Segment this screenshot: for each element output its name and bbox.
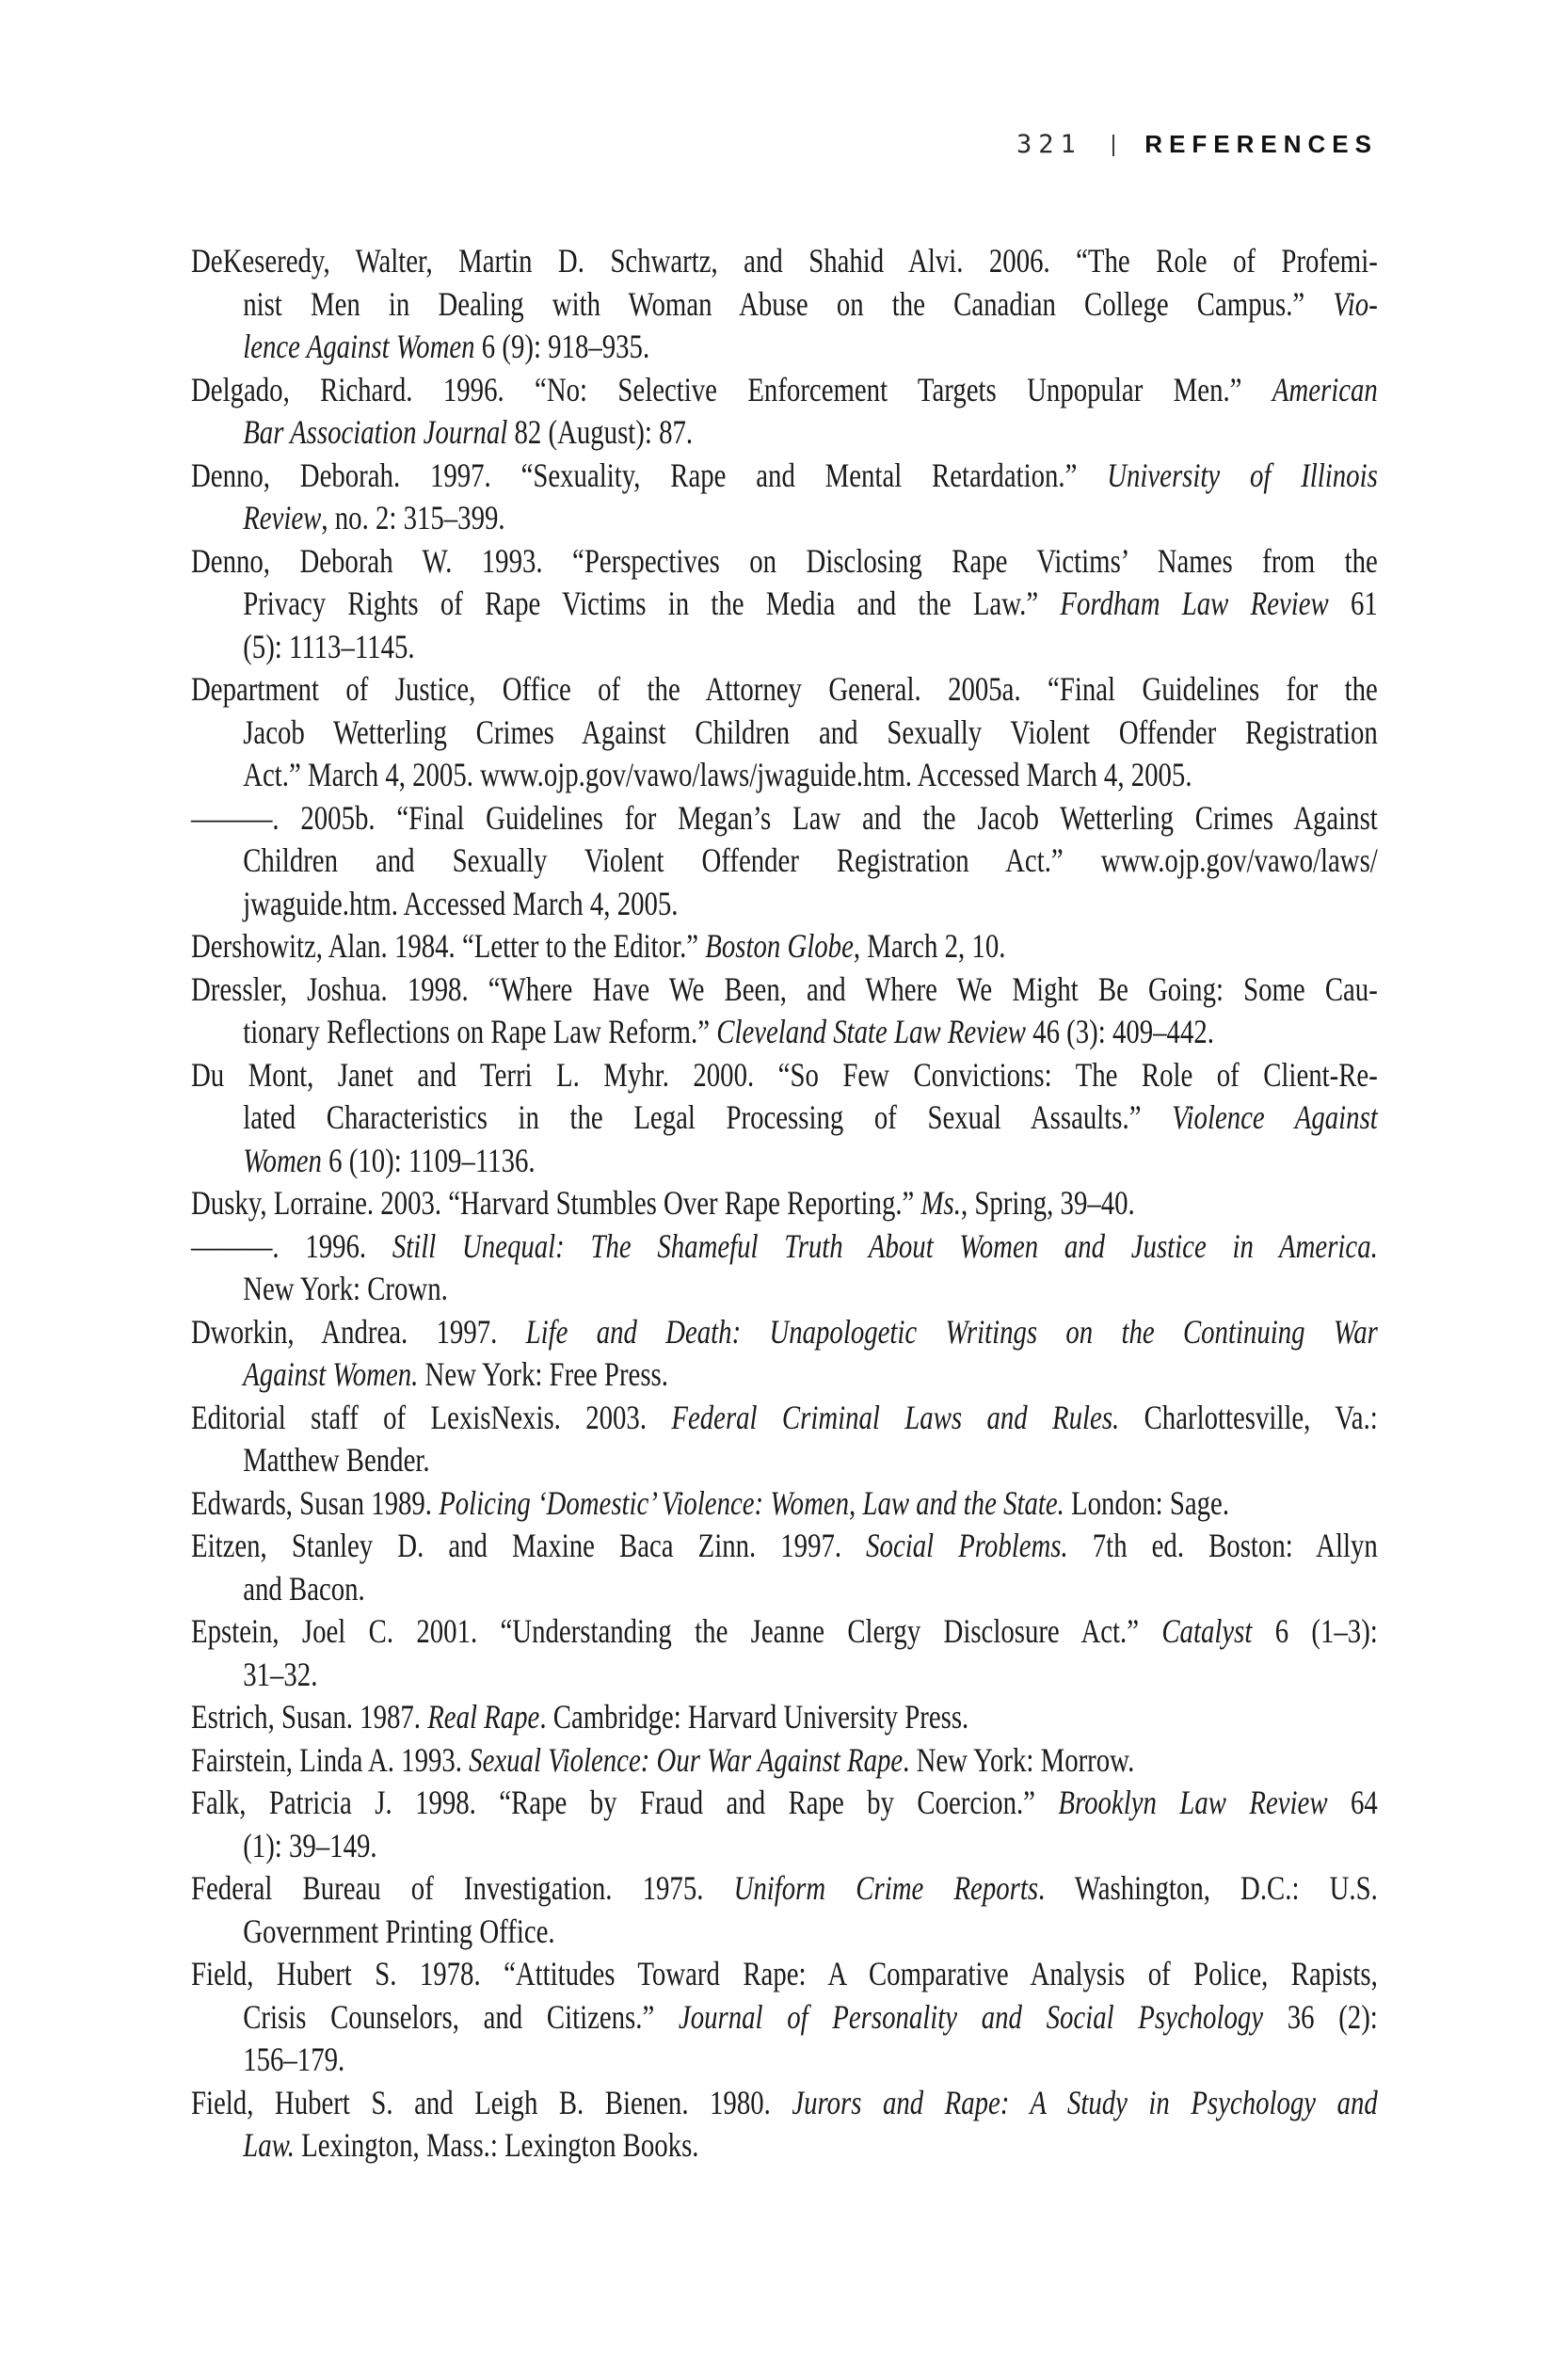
reference-line bbox=[191, 1825, 1378, 1868]
reference-text-segment: 6 (9): 918–935. bbox=[474, 328, 650, 365]
reference-line bbox=[191, 1439, 1378, 1482]
reference-entry bbox=[191, 1054, 1378, 1183]
reference-line bbox=[191, 2082, 1378, 2125]
reference-line bbox=[191, 1953, 1378, 1996]
reference-text-segment: Lexington, Mass.: Lexington Books. bbox=[294, 2126, 699, 2164]
reference-entry bbox=[191, 1397, 1378, 1482]
reference-line bbox=[191, 1654, 1378, 1697]
reference-line bbox=[191, 1353, 1378, 1397]
reference-text-segment-italic: Federal Criminal Laws and Rules. bbox=[671, 1398, 1120, 1436]
reference-line bbox=[191, 1054, 1378, 1097]
reference-line bbox=[191, 1482, 1378, 1526]
reference-line bbox=[191, 1782, 1378, 1825]
reference-text-segment: 64 bbox=[1327, 1784, 1378, 1821]
reference-entry bbox=[191, 2082, 1378, 2168]
reference-line bbox=[191, 968, 1378, 1012]
reference-text-segment: Denno, Deborah W. 1993. “Perspectives on Disclosing Rape Victims’ Names from the bbox=[191, 541, 1378, 580]
reference-text-segment-italic: Life and Death: Unapologetic Writings on the Continuing War bbox=[525, 1312, 1378, 1351]
reference-entry bbox=[191, 1696, 1378, 1739]
reference-text-segment: jwaguide.htm. Accessed March 4, 2005. bbox=[243, 884, 679, 922]
reference-text-segment: 46 (3): 409–442. bbox=[1025, 1013, 1214, 1050]
reference-entry bbox=[191, 797, 1378, 926]
reference-text-segment-italic: Against Women. bbox=[243, 1355, 419, 1393]
reference-text-segment-italic: Fordham Law Review bbox=[1060, 584, 1329, 622]
reference-text-segment: and Bacon. bbox=[243, 1569, 365, 1608]
reference-entry bbox=[191, 1311, 1378, 1397]
reference-text-segment-italic: Bar Association Journal bbox=[243, 413, 508, 451]
reference-text-segment: Epstein, Joel C. 2001. “Understanding the Jeanne Clergy Disclosure Act.” bbox=[191, 1612, 1162, 1650]
reference-line bbox=[191, 283, 1378, 327]
reference-text-segment: Dressler, Joshua. 1998. “Where Have We Been, and Where We Might Be Going: Some Cau- bbox=[191, 969, 1378, 1008]
reference-text-segment-italic: Still Unequal: The Shameful Truth About Women and Justice in America. bbox=[392, 1226, 1378, 1265]
reference-line bbox=[191, 925, 1378, 968]
reference-line bbox=[191, 2039, 1378, 2082]
reference-text-segment: 156–179. bbox=[243, 2040, 345, 2078]
reference-text-segment-italic: Violence Against bbox=[1172, 1098, 1378, 1136]
reference-entry bbox=[191, 1610, 1378, 1696]
reference-entry bbox=[191, 540, 1378, 669]
reference-line bbox=[191, 240, 1378, 283]
reference-text-segment: Children and Sexually Violent Offender Registration Act.” www.ojp.gov/vawo/laws/ bbox=[243, 841, 1378, 879]
reference-text-segment: Privacy Rights of Rape Victims in the Media and the Law.” bbox=[243, 584, 1061, 622]
reference-text-segment: ———. 1996. bbox=[191, 1226, 392, 1265]
reference-text-segment: Estrich, Susan. 1987. bbox=[191, 1698, 428, 1736]
reference-text-segment-italic: Jurors and Rape: A Study in Psychology and bbox=[792, 2083, 1378, 2121]
reference-text-segment-italic: Cleveland State Law Review bbox=[716, 1013, 1026, 1050]
reference-line bbox=[191, 797, 1378, 840]
reference-line bbox=[191, 1140, 1378, 1183]
reference-line bbox=[191, 369, 1378, 412]
reference-line bbox=[191, 1911, 1378, 1954]
reference-line bbox=[191, 326, 1378, 369]
reference-line bbox=[191, 1268, 1378, 1311]
reference-text-segment: New York: Crown. bbox=[243, 1270, 448, 1307]
reference-entry bbox=[191, 925, 1378, 968]
reference-text-segment: Edwards, Susan 1989. bbox=[191, 1483, 440, 1522]
reference-entry bbox=[191, 968, 1378, 1054]
reference-entry bbox=[191, 668, 1378, 797]
reference-text-segment: Fairstein, Linda A. 1993. bbox=[191, 1740, 470, 1779]
reference-text-segment-italic: Real Rape bbox=[427, 1698, 540, 1736]
reference-text-segment: Field, Hubert S. and Leigh B. Bienen. 1980. bbox=[191, 2083, 792, 2121]
reference-line bbox=[191, 1525, 1378, 1568]
reference-text-segment: Denno, Deborah. 1997. “Sexuality, Rape and Mental Retardation.” bbox=[191, 456, 1108, 494]
reference-text-segment: 6 (10): 1109–1136. bbox=[321, 1141, 536, 1179]
reference-entry bbox=[191, 1225, 1378, 1311]
reference-text-segment-italic: Sexual Violence: Our War Against Rape bbox=[469, 1740, 904, 1779]
running-head bbox=[1016, 130, 1378, 159]
reference-text-segment: nist Men in Dealing with Woman Abuse on the Canadian College Campus.” bbox=[243, 284, 1334, 323]
reference-text-segment: 36 (2): bbox=[1263, 1997, 1378, 2036]
reference-text-segment: . Cambridge: Harvard University Press. bbox=[539, 1698, 969, 1736]
reference-entry bbox=[191, 1782, 1378, 1867]
reference-line bbox=[191, 411, 1378, 455]
reference-line bbox=[191, 583, 1378, 626]
reference-entry bbox=[191, 1739, 1378, 1783]
reference-line bbox=[191, 1011, 1378, 1054]
reference-entry bbox=[191, 1482, 1378, 1526]
reference-text-segment: 82 (August): 87. bbox=[507, 413, 694, 451]
reference-text-segment: Crisis Counselors, and Citizens.” bbox=[243, 1997, 679, 2036]
reference-text-segment: Falk, Patricia J. 1998. “Rape by Fraud and Rape by Coercion.” bbox=[191, 1784, 1059, 1821]
section-title: REFERENCES bbox=[1144, 130, 1378, 158]
reference-line bbox=[191, 1739, 1378, 1783]
reference-text-segment: , no. 2: 315–399. bbox=[321, 499, 505, 536]
reference-text-segment-italic: Brooklyn Law Review bbox=[1058, 1784, 1328, 1821]
reference-line bbox=[191, 2124, 1378, 2168]
reference-text-segment: lated Characteristics in the Legal Processing of Sexual Assaults.” bbox=[243, 1098, 1173, 1136]
reference-text-segment: Matthew Bender. bbox=[243, 1441, 430, 1479]
reference-line bbox=[191, 754, 1378, 797]
reference-text-segment: New York: Free Press. bbox=[418, 1355, 668, 1393]
reference-text-segment: tionary Reflections on Rape Law Reform.” bbox=[243, 1013, 717, 1050]
reference-text-segment-italic: Policing ‘Domestic’ Violence: Women, Law and the State. bbox=[439, 1483, 1064, 1522]
reference-text-segment: DeKeseredy, Walter, Martin D. Schwartz, and Shahid Alvi. 2006. “The Role of Profemi- bbox=[191, 242, 1378, 280]
reference-text-segment: 61 bbox=[1328, 584, 1378, 622]
reference-text-segment: Eitzen, Stanley D. and Maxine Baca Zinn. 1997. bbox=[191, 1527, 867, 1564]
reference-text-segment: , Spring, 39–40. bbox=[960, 1184, 1135, 1222]
reference-text-segment-italic: Women bbox=[243, 1141, 322, 1179]
reference-text-segment-italic: lence Against Women bbox=[243, 328, 475, 365]
reference-text-segment-italic: Catalyst bbox=[1161, 1612, 1253, 1650]
reference-text-segment-italic: American bbox=[1272, 370, 1378, 408]
reference-text-segment: , March 2, 10. bbox=[853, 927, 1006, 965]
reference-line bbox=[191, 540, 1378, 584]
reference-text-segment: . Washington, D.C.: U.S. bbox=[1038, 1869, 1378, 1907]
reference-text-segment: Government Printing Office. bbox=[243, 1912, 555, 1950]
reference-text-segment: ———. 2005b. “Final Guidelines for Megan’s Law and the Jacob Wetterling Crimes Against bbox=[191, 798, 1378, 837]
reference-line bbox=[191, 455, 1378, 498]
reference-text-segment: Field, Hubert S. 1978. “Attitudes Toward Rape: A Comparative Analysis of Police, Rapists, bbox=[191, 1955, 1378, 1992]
reference-line bbox=[191, 1696, 1378, 1739]
reference-line bbox=[191, 712, 1378, 755]
reference-text-segment: (1): 39–149. bbox=[243, 1826, 377, 1864]
reference-text-segment: 6 (1–3): bbox=[1252, 1612, 1378, 1650]
reference-text-segment: Jacob Wetterling Crimes Against Children and Sexually Violent Offender Registration bbox=[243, 712, 1378, 751]
reference-entry bbox=[191, 369, 1378, 455]
reference-entry bbox=[191, 455, 1378, 540]
reference-line bbox=[191, 840, 1378, 883]
reference-line bbox=[191, 1610, 1378, 1654]
reference-line bbox=[191, 1568, 1378, 1611]
reference-text-segment: (5): 1113–1145. bbox=[243, 627, 415, 665]
reference-text-segment: Du Mont, Janet and Terri L. Myhr. 2000. “So Few Convictions: The Role of Client-Re- bbox=[191, 1055, 1378, 1094]
reference-line bbox=[191, 1867, 1378, 1911]
reference-text-segment: London: Sage. bbox=[1064, 1483, 1230, 1522]
references-list bbox=[191, 240, 1378, 2168]
reference-text-segment: Federal Bureau of Investigation. 1975. bbox=[191, 1869, 734, 1907]
reference-line bbox=[191, 1182, 1378, 1225]
reference-text-segment-italic: Social Problems. bbox=[866, 1527, 1068, 1564]
reference-line bbox=[191, 1996, 1378, 2040]
reference-line bbox=[191, 1225, 1378, 1269]
header-separator-bar: | bbox=[1110, 131, 1117, 157]
reference-line bbox=[191, 1397, 1378, 1440]
reference-text-segment-italic: Ms. bbox=[920, 1184, 961, 1222]
reference-line bbox=[191, 626, 1378, 669]
reference-text-segment-italic: Uniform Crime Reports bbox=[733, 1869, 1039, 1907]
reference-text-segment-italic: Law. bbox=[243, 2126, 295, 2164]
reference-line bbox=[191, 668, 1378, 712]
reference-text-segment-italic: University of Illinois bbox=[1107, 456, 1378, 494]
reference-text-segment: Dershowitz, Alan. 1984. “Letter to the Editor.” bbox=[191, 927, 706, 965]
reference-text-segment: 31–32. bbox=[243, 1655, 318, 1693]
reference-text-segment: Delgado, Richard. 1996. “No: Selective Enforcement Targets Unpopular Men.” bbox=[191, 370, 1272, 408]
reference-entry bbox=[191, 1182, 1378, 1225]
reference-line bbox=[191, 1096, 1378, 1140]
reference-text-segment-italic: Vio- bbox=[1333, 284, 1378, 323]
reference-line bbox=[191, 497, 1378, 540]
reference-text-segment: Department of Justice, Office of the Attorney General. 2005a. “Final Guidelines for the bbox=[191, 670, 1378, 708]
reference-text-segment-italic: Review bbox=[243, 499, 322, 536]
reference-text-segment-italic: Journal of Personality and Social Psychology bbox=[678, 1997, 1264, 2036]
reference-text-segment: Dusky, Lorraine. 2003. “Harvard Stumbles Over Rape Reporting.” bbox=[191, 1184, 921, 1222]
reference-entry bbox=[191, 1525, 1378, 1610]
reference-text-segment: Act.” March 4, 2005. www.ojp.gov/vawo/laws/jwaguide.htm. Accessed March 4, 2005. bbox=[243, 756, 1192, 793]
reference-entry bbox=[191, 240, 1378, 369]
reference-text-segment-italic: Boston Globe bbox=[705, 927, 854, 965]
page-number: 321 bbox=[1016, 130, 1082, 159]
reference-text-segment: 7th ed. Boston: Allyn bbox=[1067, 1527, 1378, 1564]
reference-text-segment: . New York: Morrow. bbox=[903, 1740, 1135, 1779]
reference-line bbox=[191, 883, 1378, 926]
reference-entry bbox=[191, 1953, 1378, 2082]
reference-entry bbox=[191, 1867, 1378, 1953]
reference-text-segment: Editorial staff of LexisNexis. 2003. bbox=[191, 1398, 672, 1436]
reference-text-segment: Charlottesville, Va.: bbox=[1119, 1398, 1378, 1436]
reference-line bbox=[191, 1311, 1378, 1354]
reference-text-segment: Dworkin, Andrea. 1997. bbox=[191, 1312, 526, 1351]
